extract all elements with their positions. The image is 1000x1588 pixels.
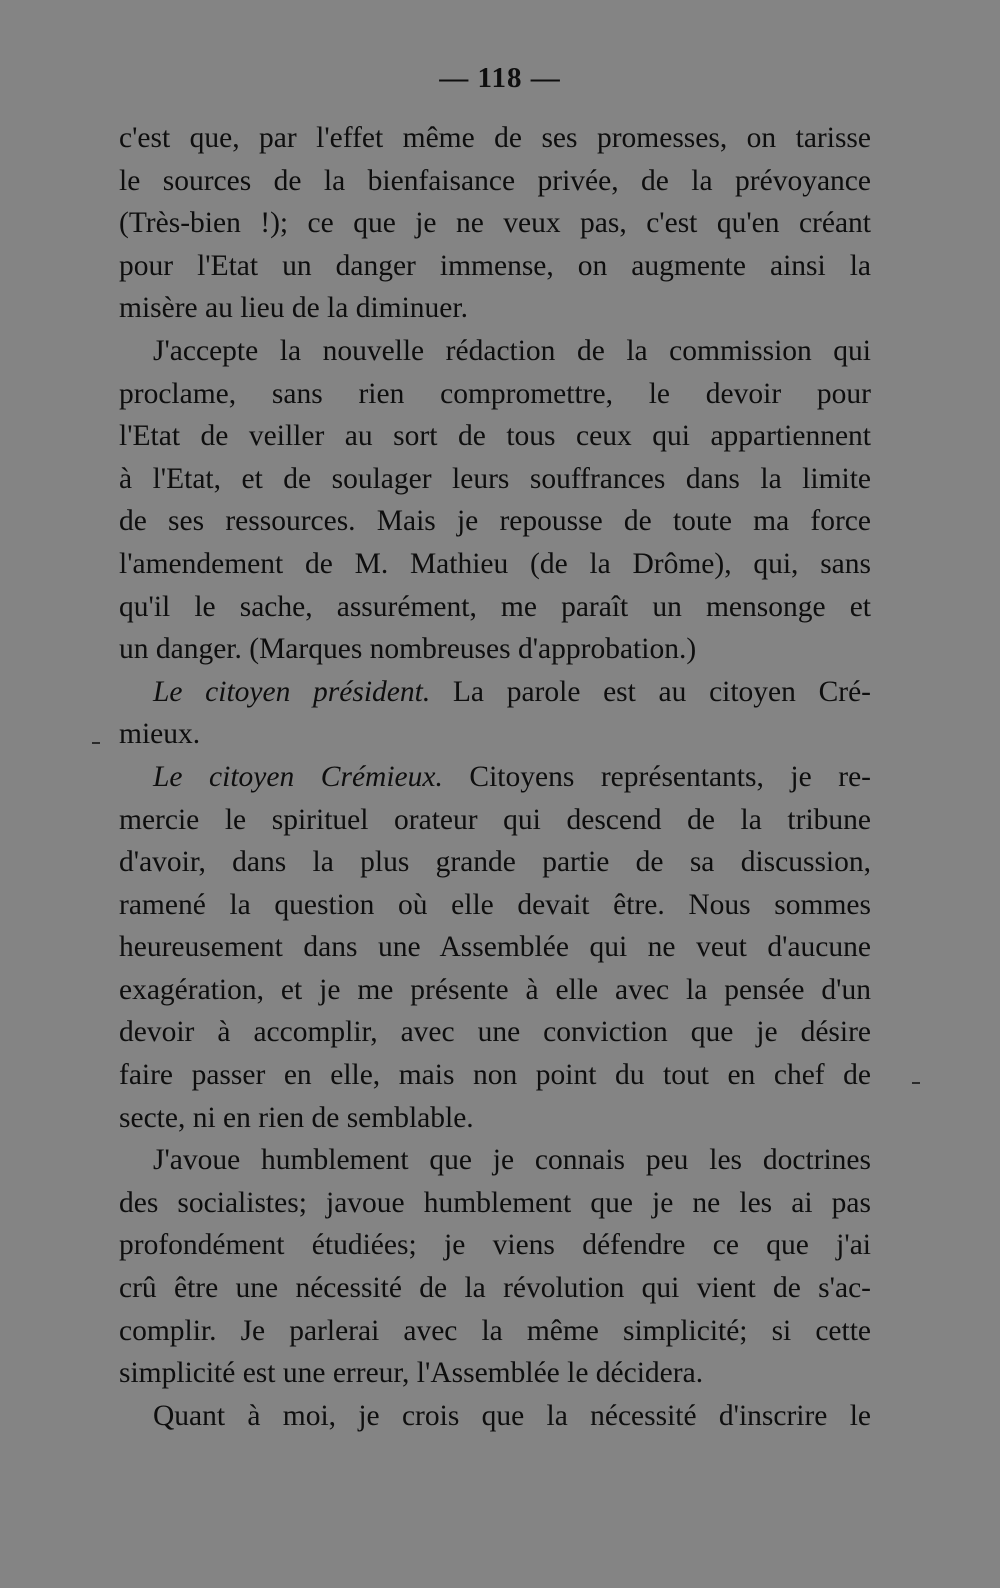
text-line: un danger. (Marques nombreuses d'approbation.) bbox=[119, 633, 697, 666]
speaker-line bbox=[119, 756, 871, 799]
text-line: de ses ressources. Mais je repousse de toute ma force bbox=[119, 505, 871, 538]
text-line: Quant à moi, je crois que la nécessité d'inscrire le bbox=[153, 1399, 871, 1432]
text-line: d'avoir, dans la plus grande partie de sa discussion, bbox=[119, 846, 871, 879]
text-line: l'Etat de veiller au sort de tous ceux qui appartiennent bbox=[119, 420, 871, 453]
text-line: faire passer en elle, mais non point du tout en chef de bbox=[119, 1059, 871, 1092]
text-line: pour l'Etat un danger immense, on augmente ainsi la bbox=[119, 249, 871, 282]
text-line: (Très-bien !); ce que je ne veux pas, c'est qu'en créant bbox=[119, 207, 871, 240]
text-line: misère au lieu de la diminuer. bbox=[119, 292, 468, 325]
body-text bbox=[119, 117, 871, 1437]
text-line: des socialistes; javoue humblement que je ne les ai pas bbox=[119, 1186, 871, 1219]
speech-text: La parole est au citoyen Cré- bbox=[430, 675, 871, 708]
speaker-name: Le citoyen Crémieux. bbox=[153, 760, 443, 793]
text-line: ramené la question où elle devait être. Nous sommes bbox=[119, 888, 871, 921]
text-line: mieux. bbox=[119, 718, 201, 751]
text-line: devoir à accomplir, avec une conviction que je désire bbox=[119, 1016, 871, 1049]
text-line: exagération, et je me présente à elle avec la pensée d'un bbox=[119, 973, 871, 1006]
text-line: simplicité est une erreur, l'Assemblée le décidera. bbox=[119, 1357, 704, 1390]
speaker-name: Le citoyen président. bbox=[153, 675, 431, 708]
text-line: secte, ni en rien de semblable. bbox=[119, 1101, 474, 1134]
text-line: J'avoue humblement que je connais peu les doctrines bbox=[153, 1144, 871, 1177]
text-line: proclame, sans rien compromettre, le devoir pour bbox=[119, 377, 871, 410]
speech-text: Citoyens représentants, je re- bbox=[442, 760, 871, 793]
text-line: crû être une nécessité de la révolution qui vient de s'ac- bbox=[119, 1272, 871, 1305]
text-line: à l'Etat, et de soulager leurs souffrances dans la limite bbox=[119, 462, 871, 495]
text-line: complir. Je parlerai avec la même simplicité; si cette bbox=[119, 1314, 871, 1347]
margin-mark-left bbox=[92, 742, 100, 744]
text-line: le sources de la bienfaisance privée, de la prévoyance bbox=[119, 164, 871, 197]
text-line: qu'il le sache, assurément, me paraît un mensonge et bbox=[119, 590, 871, 623]
text-line: J'accepte la nouvelle rédaction de la commission qui bbox=[153, 334, 871, 367]
speaker-line bbox=[119, 671, 871, 714]
margin-mark-right bbox=[912, 1082, 920, 1084]
text-line: l'amendement de M. Mathieu (de la Drôme), qui, sans bbox=[119, 547, 871, 580]
text-line: profondément étudiées; je viens défendre ce que j'ai bbox=[119, 1229, 871, 1262]
text-line: c'est que, par l'effet même de ses promesses, on tarisse bbox=[119, 122, 871, 154]
page-number: — 118 — bbox=[439, 62, 561, 94]
text-line: mercie le spirituel orateur qui descend de la tribune bbox=[119, 803, 871, 836]
text-line: heureusement dans une Assemblée qui ne veut d'aucune bbox=[119, 931, 871, 964]
